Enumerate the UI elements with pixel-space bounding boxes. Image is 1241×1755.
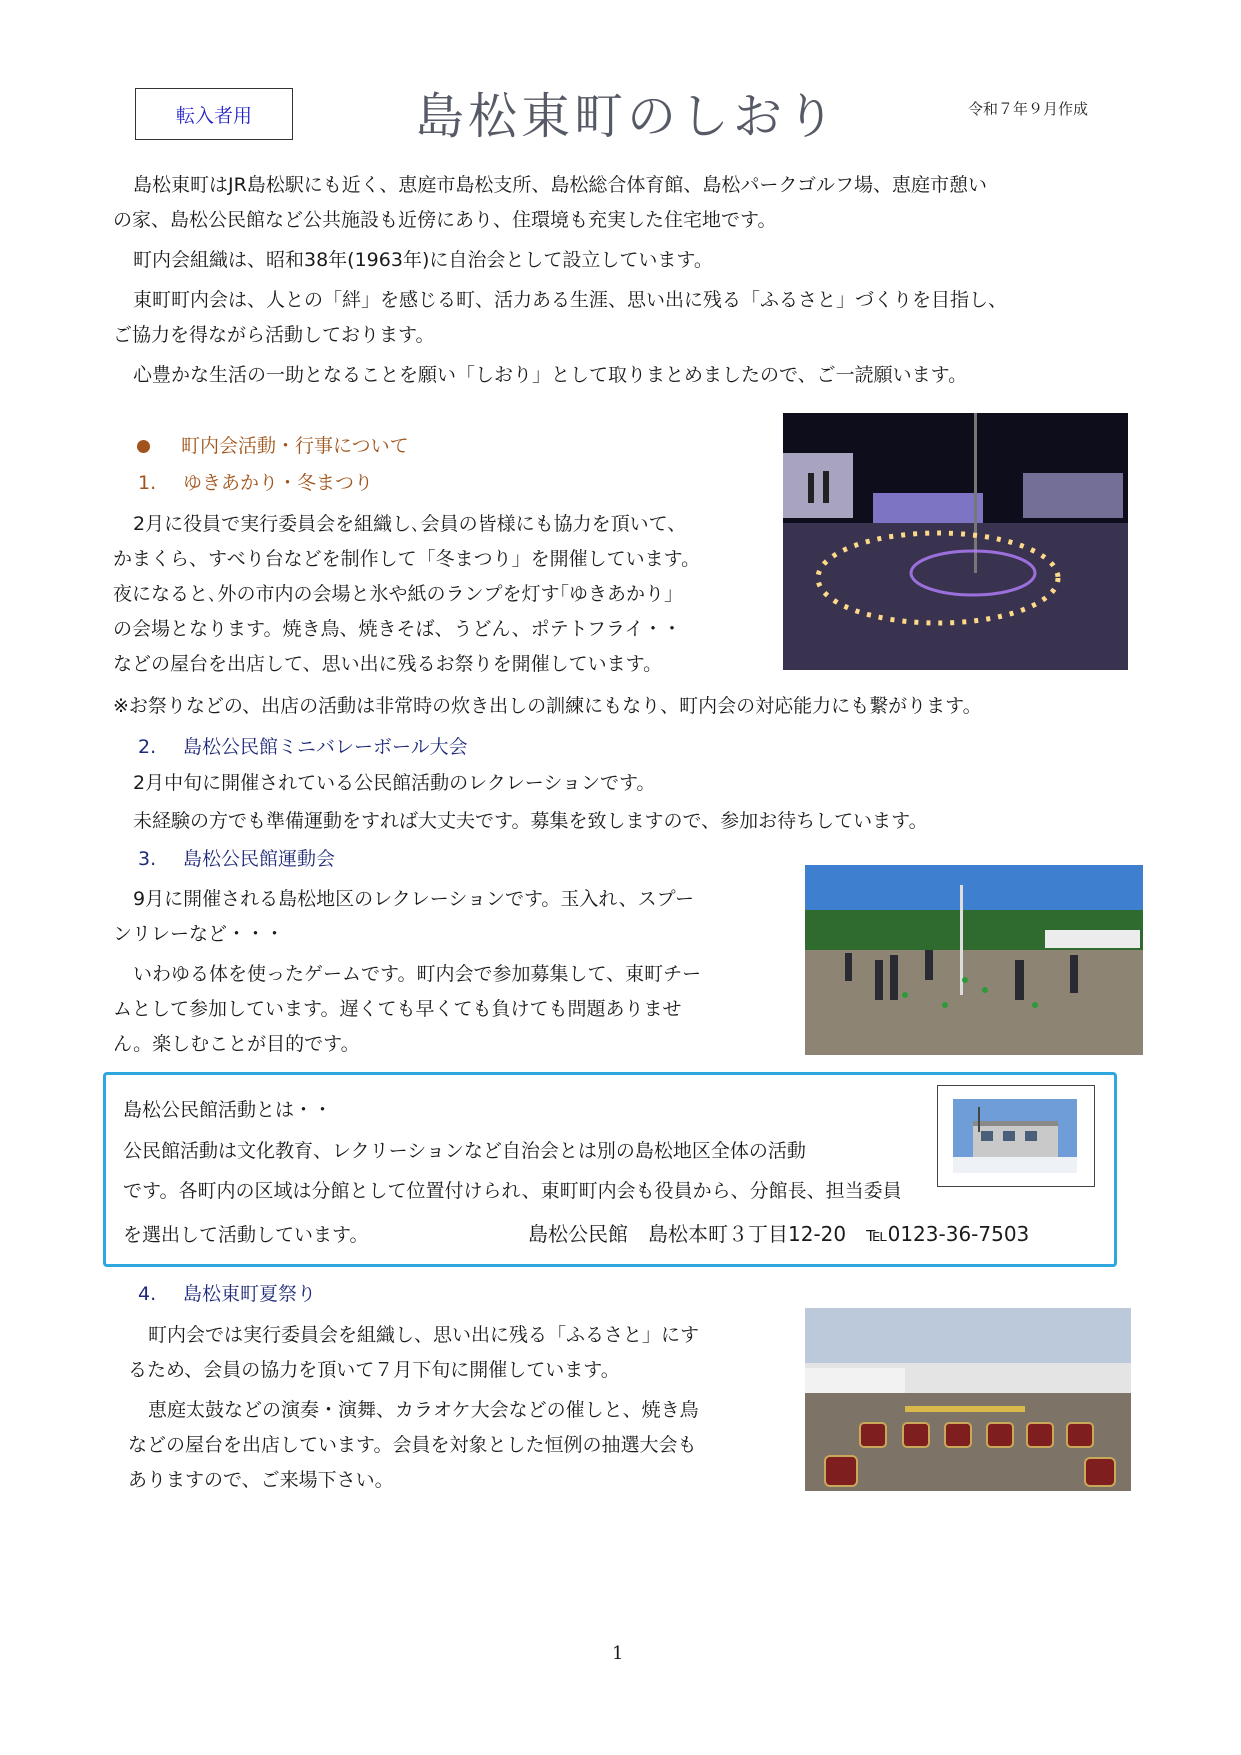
item1-line-4: の会場となります。焼き鳥、焼きそば、うどん、ポテトフライ・・ xyxy=(113,618,682,640)
reader-label xyxy=(135,88,293,140)
item4-line-5: ありますので、ご来場下さい。 xyxy=(128,1469,394,1491)
community-hall-photo xyxy=(953,1099,1077,1173)
intro-line-2: の家、島松公民館など公共施設も近傍にあり、住環境も充実した住宅地です。 xyxy=(113,209,777,231)
item3-line-1: 9月に開催される島松地区のレクレーションです。玉入れ、スプー xyxy=(133,888,695,910)
item3-number: 3. xyxy=(138,848,157,870)
item4-title: 島松東町夏祭り xyxy=(183,1283,317,1305)
item1-line-5: などの屋台を出店して、思い出に残るお祭りを開催しています。 xyxy=(113,653,663,675)
intro-line-4: 東町町内会は、人との「絆」を感じる町、活力ある生涯、思い出に残る「ふるさと」づくりを目指し、 xyxy=(133,289,1008,311)
section-heading: 町内会活動・行事について xyxy=(181,435,409,457)
hall-address: 島松公民館 島松本町３丁目12-20 ℡0123-36-7503 xyxy=(528,1222,1030,1246)
info-box-heading: 島松公民館活動とは・・ xyxy=(123,1099,333,1121)
community-hall-photo-frame xyxy=(937,1085,1095,1187)
item3-line-5: ん。楽しむことが目的です。 xyxy=(113,1033,360,1055)
info-box-line-2: です。各町内の区域は分館として位置付けられ、東町町内会も役員から、分館長、担当委員 xyxy=(123,1180,902,1202)
item3-line-4: ムとして参加しています。遅くても早くても負けても問題ありませ xyxy=(113,998,682,1020)
item4-line-4: などの屋台を出店しています。会員を対象とした恒例の抽選大会も xyxy=(128,1434,697,1456)
intro-line-3: 町内会組織は、昭和38年(1963年)に自治会として設立しています。 xyxy=(133,249,713,271)
item2-number: 2. xyxy=(138,736,157,758)
summer-festival-photo xyxy=(805,1308,1131,1491)
bullet-icon xyxy=(137,440,150,453)
item4-line-3: 恵庭太鼓などの演奏・演舞、カラオケ大会などの催しと、焼き鳥 xyxy=(148,1399,699,1421)
item3-line-3: いわゆる体を使ったゲームです。町内会で参加募集して、東町チー xyxy=(133,963,702,985)
item4-line-1: 町内会では実行委員会を組織し、思い出に残る「ふるさと」にす xyxy=(148,1324,700,1346)
item1-number: 1. xyxy=(138,472,157,494)
intro-line-5: ご協力を得ながら活動しております。 xyxy=(113,324,435,346)
item4-number: 4. xyxy=(138,1283,157,1305)
item2-title: 島松公民館ミニバレーボール大会 xyxy=(183,736,468,758)
info-box-line-3: を選出して活動しています。 xyxy=(123,1224,369,1246)
item3-title: 島松公民館運動会 xyxy=(183,848,336,870)
item1-title: ゆきあかり・冬まつり xyxy=(183,472,374,494)
item2-line-2: 未経験の方でも準備運動をすれば大丈夫です。募集を致しますので、参加お待ちしています。 xyxy=(133,810,928,832)
page-number: 1 xyxy=(612,1643,624,1664)
creation-date: 令和７年９月作成 xyxy=(968,100,1089,118)
item2-line-1: 2月中旬に開催されている公民館活動のレクレーションです。 xyxy=(133,772,656,794)
item4-line-2: るため、会員の協力を頂いて７月下旬に開催しています。 xyxy=(128,1359,620,1381)
info-box-line-1: 公民館活動は文化教育、レクリーションなど自治会とは別の島松地区全体の活動 xyxy=(123,1140,806,1162)
item3-line-2: ンリレーなど・・・ xyxy=(113,923,285,945)
winter-festival-photo xyxy=(783,413,1128,670)
item1-line-3: 夜になると､外の市内の会場と氷や紙のランプを灯す｢ゆきあかり｣ xyxy=(113,583,674,605)
item1-line-1: 2月に役員で実行委員会を組織し､会員の皆様にも協力を頂いて、 xyxy=(133,513,687,535)
item1-line-2: かまくら、すべり台などを制作して「冬まつり」を開催しています。 xyxy=(113,548,701,570)
page-title: 島松東町のしおり xyxy=(415,88,840,145)
intro-line-6: 心豊かな生活の一助となることを願い「しおり」として取りまとめましたので、ご一読願います。 xyxy=(133,364,968,386)
reader-label-text: 転入者用 xyxy=(175,104,252,127)
sports-day-photo xyxy=(805,865,1143,1055)
intro-line-1: 島松東町はJR島松駅にも近く、恵庭市島松支所、島松総合体育館、島松パークゴルフ場、恵庭市憩い xyxy=(133,174,988,196)
item1-note: ※お祭りなどの、出店の活動は非常時の炊き出しの訓練にもなり、町内会の対応能力にも繋がります。 xyxy=(113,695,982,717)
